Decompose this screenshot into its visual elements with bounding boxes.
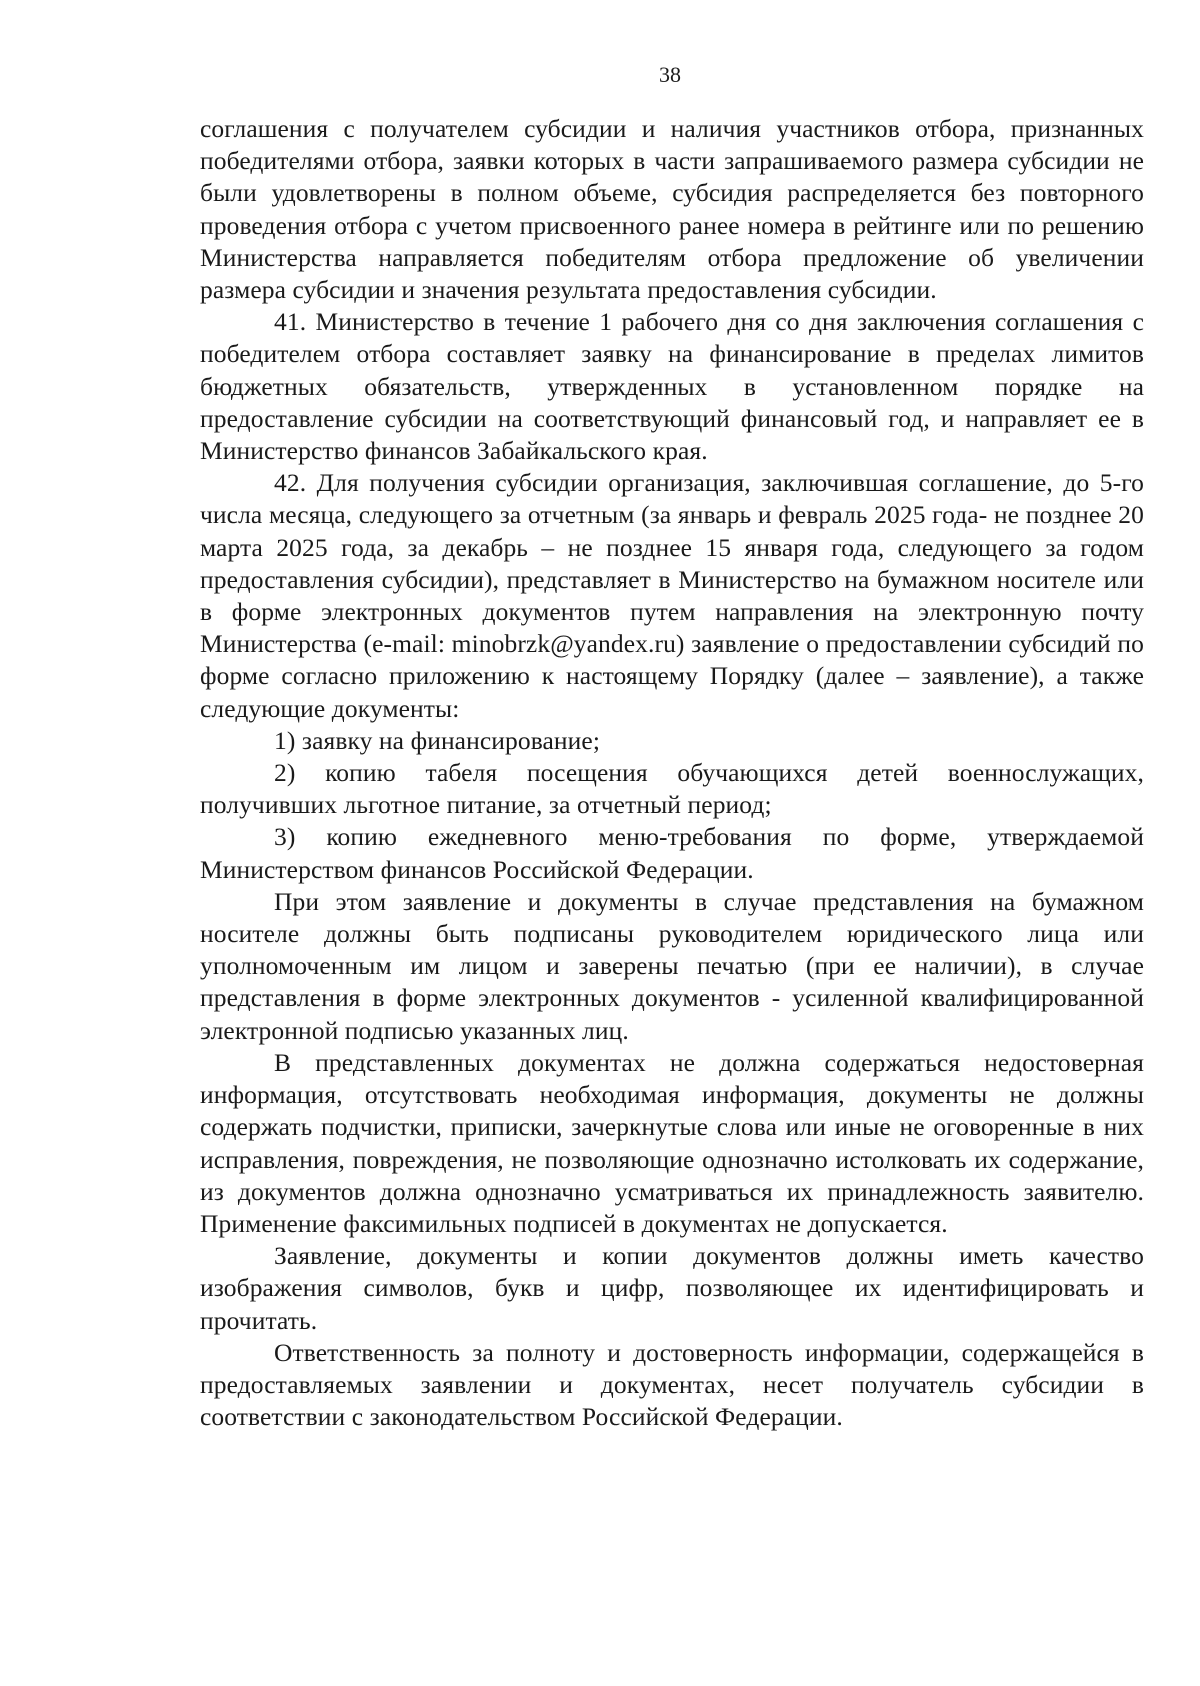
paragraph: соглашения с получателем субсидии и наличия участников отбора, признанных победителями отбора, заявки которых в части запрашиваемого размера субсидии не были удовлетворены в полном объеме, субсидия распределяется без повторного проведения отбора с учетом присвоенного ранее номера в рейтинге или по решению Министерства направляется победителям отбора предложение об увеличении размера субсидии и значения результата предоставления субсидии.: [200, 114, 1144, 305]
paragraph-item-41: 41. Министерство в течение 1 рабочего дня со дня заключения соглашения с победителем отбора составляет заявку на финансирование в пределах лимитов бюджетных обязательств, утвержденных в установленном порядке на предоставление субсидии на соответствующий финансовый год, и направляет ее в Министерство финансов Забайкальского края.: [200, 307, 1144, 466]
document-body: [200, 113, 1144, 1433]
page-number: 38: [659, 62, 681, 87]
paragraph-item-42: 42. Для получения субсидии организация, заключившая соглашение, до 5-го числа месяца, следующего за отчетным (за январь и февраль 2025 года- не позднее 20 марта 2025 года, за декабрь – не позднее 15 января года, следующего за годом предоставления субсидии), представляет в Министерство на бумажном носителе или в форме электронных документов путем направления на электронную почту Министерства (e-mail: minobrzk@yandex.ru) заявление о предоставлении субсидий по форме согласно приложению к настоящему Порядку (далее – заявление), а также следующие документы:: [200, 468, 1144, 723]
paragraph: В представленных документах не должна содержаться недостоверная информация, отсутствовать необходимая информация, документы не должны содержать подчистки, приписки, зачеркнутые слова или иные не оговоренные в них исправления, повреждения, не позволяющие однозначно истолковать их содержание, из документов должна однозначно усматриваться их принадлежность заявителю. Применение факсимильных подписей в документах не допускается.: [200, 1047, 1144, 1238]
list-item: 3) копию ежедневного меню-требования по форме, утверждаемой Министерством финансов Российской Федерации.: [200, 822, 1144, 884]
paragraph: Ответственность за полноту и достоверность информации, содержащейся в предоставляемых заявлении и документах, несет получатель субсидии в соответствии с законодательством Российской Федерации.: [200, 1337, 1144, 1432]
list-item: 2) копию табеля посещения обучающихся детей военнослужащих, получивших льготное питание, за отчетный период;: [200, 758, 1144, 820]
list-item: 1) заявку на финансирование;: [274, 725, 601, 755]
paragraph: Заявление, документы и копии документов должны иметь качество изображения символов, букв и цифр, позволяющее их идентифицировать и прочитать.: [200, 1241, 1144, 1335]
paragraph: При этом заявление и документы в случае представления на бумажном носителе должны быть подписаны руководителем юридического лица или уполномоченным им лицом и заверены печатью (при ее наличии), в случае представления в форме электронных документов - усиленной квалифицированной электронной подписью указанных лиц.: [200, 886, 1144, 1045]
